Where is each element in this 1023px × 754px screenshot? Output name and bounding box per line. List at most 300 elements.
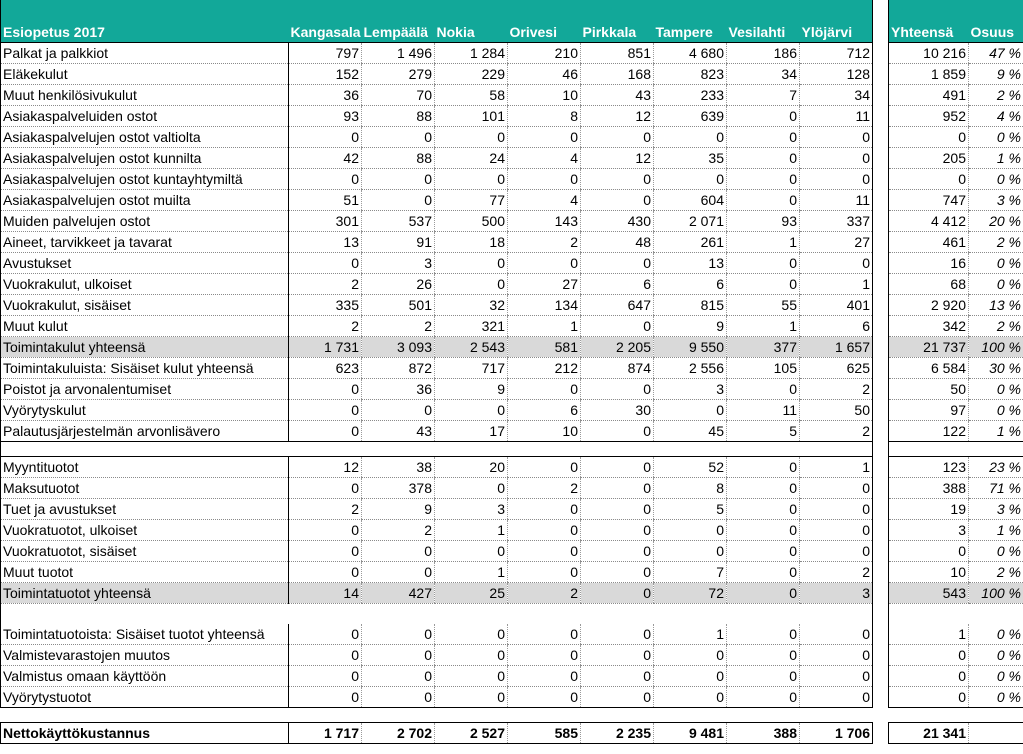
value-cell: 105 xyxy=(727,358,800,379)
value-cell: 4 680 xyxy=(654,43,727,64)
share-cell: 2 % xyxy=(969,232,1023,253)
header-row xyxy=(889,0,1023,43)
value-cell: 815 xyxy=(654,295,727,316)
value-cell: 6 xyxy=(508,400,581,421)
table-row xyxy=(889,43,1023,64)
value-cell: 321 xyxy=(435,316,508,337)
value-cell: 210 xyxy=(508,43,581,64)
value-cell: 0 xyxy=(435,687,508,708)
value-cell: 279 xyxy=(362,64,435,85)
row-label: Muut kulut xyxy=(1,316,289,337)
value-cell: 0 xyxy=(289,562,362,583)
value-cell: 0 xyxy=(289,541,362,562)
value-cell: 0 xyxy=(727,148,800,169)
share-cell: 0 % xyxy=(969,169,1023,190)
value-cell: 6 xyxy=(800,316,873,337)
value-cell: 1 496 xyxy=(362,43,435,64)
total-cell: 388 xyxy=(889,478,969,499)
row-label: Vuokratuotot, sisäiset xyxy=(1,541,289,562)
value-cell: 11 xyxy=(727,400,800,421)
value-cell: 134 xyxy=(508,295,581,316)
value-cell: 0 xyxy=(508,127,581,148)
value-cell: 0 xyxy=(435,666,508,687)
table-row xyxy=(1,274,873,295)
value-cell: 0 xyxy=(435,253,508,274)
share-cell: 1 % xyxy=(969,520,1023,541)
value-cell: 0 xyxy=(435,169,508,190)
column-header: Ylöjärvi xyxy=(800,0,873,43)
table-row xyxy=(1,127,873,148)
value-cell: 0 xyxy=(435,274,508,295)
row-label: Vyörytystuotot xyxy=(1,687,289,708)
value-cell: 0 xyxy=(435,127,508,148)
value-cell: 0 xyxy=(727,457,800,478)
column-header: Tampere xyxy=(654,0,727,43)
value-cell: 212 xyxy=(508,358,581,379)
table-row xyxy=(1,85,873,106)
total-cell: 543 xyxy=(889,583,969,604)
total-cell: 21 737 xyxy=(889,337,969,358)
column-header: Nokia xyxy=(435,0,508,43)
row-label: Muut tuotot xyxy=(1,562,289,583)
column-header: Vesilahti xyxy=(727,0,800,43)
share-cell: 0 % xyxy=(969,253,1023,274)
row-label: Toimintatuotot yhteensä xyxy=(1,583,289,604)
value-cell: 0 xyxy=(800,666,873,687)
totals-table xyxy=(888,0,1023,744)
value-cell: 20 xyxy=(435,457,508,478)
value-cell: 2 xyxy=(508,232,581,253)
value-cell: 0 xyxy=(508,499,581,520)
value-cell: 58 xyxy=(435,85,508,106)
value-cell: 2 205 xyxy=(581,337,654,358)
table-row xyxy=(1,520,873,541)
value-cell: 1 731 xyxy=(289,337,362,358)
value-cell: 647 xyxy=(581,295,654,316)
table-title: Esiopetus 2017 xyxy=(1,0,289,43)
total-cell: 2 920 xyxy=(889,295,969,316)
value-cell: 13 xyxy=(654,253,727,274)
value-cell: 0 xyxy=(800,499,873,520)
value-cell: 46 xyxy=(508,64,581,85)
value-cell: 3 093 xyxy=(362,337,435,358)
share-cell: 0 % xyxy=(969,687,1023,708)
value-cell: 2 543 xyxy=(435,337,508,358)
value-cell: 0 xyxy=(508,687,581,708)
spacer-cell xyxy=(889,442,1023,457)
value-cell: 0 xyxy=(800,687,873,708)
value-cell: 625 xyxy=(800,358,873,379)
spacer-cell xyxy=(889,708,1023,723)
row-label: Toimintakulut yhteensä xyxy=(1,337,289,358)
table-row xyxy=(889,421,1023,442)
value-cell: 0 xyxy=(654,666,727,687)
total-cell: 6 584 xyxy=(889,358,969,379)
row-label: Vuokrakulut, ulkoiset xyxy=(1,274,289,295)
value-cell: 0 xyxy=(654,541,727,562)
value-cell: 70 xyxy=(362,85,435,106)
table-row xyxy=(1,562,873,583)
value-cell: 0 xyxy=(508,169,581,190)
table-row xyxy=(889,478,1023,499)
table-row xyxy=(889,253,1023,274)
value-cell: 1 xyxy=(435,562,508,583)
total-cell: 0 xyxy=(889,645,969,666)
value-cell: 0 xyxy=(727,624,800,645)
table-row xyxy=(889,232,1023,253)
value-cell: 0 xyxy=(362,562,435,583)
value-cell: 152 xyxy=(289,64,362,85)
table-row xyxy=(889,562,1023,583)
table-row xyxy=(889,358,1023,379)
column-header: Kangasala xyxy=(289,0,362,43)
value-cell: 0 xyxy=(289,520,362,541)
value-cell: 0 xyxy=(581,169,654,190)
value-cell: 2 xyxy=(508,478,581,499)
value-cell: 0 xyxy=(581,127,654,148)
value-cell: 9 481 xyxy=(654,723,727,744)
spacer-cell xyxy=(1,442,873,457)
value-cell: 43 xyxy=(581,85,654,106)
value-cell: 0 xyxy=(362,541,435,562)
spacer-row xyxy=(889,604,1023,625)
table-row xyxy=(1,457,873,478)
total-cell: 3 xyxy=(889,520,969,541)
share-cell: 4 % xyxy=(969,106,1023,127)
share-cell: 0 % xyxy=(969,127,1023,148)
value-cell: 3 xyxy=(800,583,873,604)
value-cell: 1 xyxy=(727,316,800,337)
table-row xyxy=(889,148,1023,169)
spacer-cell xyxy=(1,604,873,625)
table-row xyxy=(1,421,873,442)
value-cell: 0 xyxy=(581,687,654,708)
total-cell: 0 xyxy=(889,541,969,562)
total-row xyxy=(1,337,873,358)
spacer-row xyxy=(889,442,1023,457)
value-cell: 0 xyxy=(654,520,727,541)
table-row xyxy=(1,624,873,645)
value-cell: 335 xyxy=(289,295,362,316)
row-label: Asiakaspalvelujen ostot kunnilta xyxy=(1,148,289,169)
value-cell: 0 xyxy=(435,624,508,645)
value-cell: 36 xyxy=(362,379,435,400)
value-cell: 8 xyxy=(654,478,727,499)
row-label: Tuet ja avustukset xyxy=(1,499,289,520)
value-cell: 0 xyxy=(800,645,873,666)
value-cell: 1 284 xyxy=(435,43,508,64)
value-cell: 11 xyxy=(800,106,873,127)
table-row xyxy=(889,64,1023,85)
table-row xyxy=(889,127,1023,148)
total-cell: 10 xyxy=(889,562,969,583)
row-label: Vyörytyskulut xyxy=(1,400,289,421)
value-cell: 0 xyxy=(435,400,508,421)
share-cell: 71 % xyxy=(969,478,1023,499)
value-cell: 17 xyxy=(435,421,508,442)
value-cell: 823 xyxy=(654,64,727,85)
share-cell: 2 % xyxy=(969,85,1023,106)
row-label: Asiakaspalveluiden ostot xyxy=(1,106,289,127)
value-cell: 1 xyxy=(800,274,873,295)
share-cell: 0 % xyxy=(969,379,1023,400)
value-cell: 0 xyxy=(435,645,508,666)
value-cell: 0 xyxy=(435,541,508,562)
value-cell: 0 xyxy=(727,499,800,520)
value-cell: 0 xyxy=(727,541,800,562)
row-label: Muut henkilösivukulut xyxy=(1,85,289,106)
value-cell: 2 071 xyxy=(654,211,727,232)
value-cell: 143 xyxy=(508,211,581,232)
total-cell: 122 xyxy=(889,421,969,442)
table-row xyxy=(889,645,1023,666)
share-cell: 47 % xyxy=(969,43,1023,64)
share-cell: 3 % xyxy=(969,190,1023,211)
net-row xyxy=(889,723,1023,744)
value-cell: 0 xyxy=(289,253,362,274)
column-header: Pirkkala xyxy=(581,0,654,43)
value-cell: 9 xyxy=(654,316,727,337)
table-row xyxy=(1,253,873,274)
total-cell: 68 xyxy=(889,274,969,295)
value-cell: 0 xyxy=(289,127,362,148)
value-cell: 48 xyxy=(581,232,654,253)
value-cell: 0 xyxy=(581,478,654,499)
share-cell: 0 % xyxy=(969,624,1023,645)
table-row xyxy=(1,400,873,421)
value-cell: 43 xyxy=(362,421,435,442)
table-row xyxy=(1,666,873,687)
table-row xyxy=(1,295,873,316)
value-cell: 13 xyxy=(289,232,362,253)
value-cell: 0 xyxy=(581,624,654,645)
value-cell: 639 xyxy=(654,106,727,127)
row-label: Eläkekulut xyxy=(1,64,289,85)
value-cell: 0 xyxy=(362,169,435,190)
value-cell: 430 xyxy=(581,211,654,232)
value-cell: 0 xyxy=(727,169,800,190)
table-row xyxy=(889,274,1023,295)
value-cell: 377 xyxy=(727,337,800,358)
value-cell: 9 xyxy=(435,379,508,400)
row-label: Valmistus omaan käyttöön xyxy=(1,666,289,687)
value-cell: 25 xyxy=(435,583,508,604)
value-cell: 500 xyxy=(435,211,508,232)
value-cell: 27 xyxy=(508,274,581,295)
share-cell: 30 % xyxy=(969,358,1023,379)
share-cell: 13 % xyxy=(969,295,1023,316)
total-cell: 491 xyxy=(889,85,969,106)
value-cell: 6 xyxy=(581,274,654,295)
table-row xyxy=(1,316,873,337)
total-cell: 21 341 xyxy=(889,723,969,744)
value-cell: 4 xyxy=(508,190,581,211)
header-row xyxy=(1,0,873,43)
value-cell: 0 xyxy=(362,624,435,645)
spacer-row xyxy=(889,708,1023,723)
table-row xyxy=(889,169,1023,190)
value-cell: 0 xyxy=(727,190,800,211)
value-cell: 0 xyxy=(581,253,654,274)
value-cell: 388 xyxy=(727,723,800,744)
value-cell: 0 xyxy=(654,127,727,148)
value-cell: 581 xyxy=(508,337,581,358)
spacer-row xyxy=(1,604,873,625)
spacer-row xyxy=(1,442,873,457)
value-cell: 1 xyxy=(800,457,873,478)
value-cell: 36 xyxy=(289,85,362,106)
share-cell: 2 % xyxy=(969,562,1023,583)
value-cell: 5 xyxy=(727,421,800,442)
value-cell: 0 xyxy=(654,687,727,708)
value-cell: 0 xyxy=(362,645,435,666)
share-cell: 1 % xyxy=(969,421,1023,442)
spacer-cell xyxy=(1,708,873,723)
value-cell: 2 xyxy=(289,499,362,520)
value-cell: 0 xyxy=(581,499,654,520)
total-cell: 1 859 xyxy=(889,64,969,85)
value-cell: 1 717 xyxy=(289,723,362,744)
value-cell: 2 xyxy=(800,562,873,583)
share-cell xyxy=(969,723,1023,744)
share-cell: 1 % xyxy=(969,148,1023,169)
total-cell: 747 xyxy=(889,190,969,211)
column-header: Lempäälä xyxy=(362,0,435,43)
value-cell: 0 xyxy=(289,645,362,666)
value-cell: 0 xyxy=(362,190,435,211)
value-cell: 501 xyxy=(362,295,435,316)
value-cell: 3 xyxy=(435,499,508,520)
value-cell: 10 xyxy=(508,85,581,106)
row-label: Maksutuotot xyxy=(1,478,289,499)
spacer-row xyxy=(1,708,873,723)
value-cell: 851 xyxy=(581,43,654,64)
value-cell: 0 xyxy=(289,169,362,190)
value-cell: 34 xyxy=(727,64,800,85)
value-cell: 0 xyxy=(362,687,435,708)
value-cell: 35 xyxy=(654,148,727,169)
table-row xyxy=(889,624,1023,645)
value-cell: 30 xyxy=(581,400,654,421)
value-cell: 261 xyxy=(654,232,727,253)
table-row xyxy=(889,499,1023,520)
row-label: Toimintatuotoista: Sisäiset tuotot yhteensä xyxy=(1,624,289,645)
table-row xyxy=(889,106,1023,127)
table-row xyxy=(889,687,1023,708)
value-cell: 0 xyxy=(800,253,873,274)
value-cell: 2 702 xyxy=(362,723,435,744)
value-cell: 72 xyxy=(654,583,727,604)
value-cell: 93 xyxy=(289,106,362,127)
table-row xyxy=(1,499,873,520)
row-label: Palautusjärjestelmän arvonlisävero xyxy=(1,421,289,442)
value-cell: 128 xyxy=(800,64,873,85)
share-cell: 20 % xyxy=(969,211,1023,232)
value-cell: 233 xyxy=(654,85,727,106)
value-cell: 2 556 xyxy=(654,358,727,379)
value-cell: 0 xyxy=(508,624,581,645)
table-row xyxy=(889,520,1023,541)
value-cell: 93 xyxy=(727,211,800,232)
table-row xyxy=(1,645,873,666)
value-cell: 1 xyxy=(435,520,508,541)
value-cell: 0 xyxy=(800,127,873,148)
value-cell: 0 xyxy=(508,457,581,478)
value-cell: 1 657 xyxy=(800,337,873,358)
total-cell: 97 xyxy=(889,400,969,421)
column-header-share: Osuus xyxy=(969,0,1023,43)
value-cell: 12 xyxy=(581,148,654,169)
value-cell: 378 xyxy=(362,478,435,499)
row-label: Muiden palvelujen ostot xyxy=(1,211,289,232)
value-cell: 50 xyxy=(800,400,873,421)
value-cell: 0 xyxy=(800,169,873,190)
value-cell: 0 xyxy=(581,457,654,478)
value-cell: 537 xyxy=(362,211,435,232)
table-row xyxy=(1,64,873,85)
value-cell: 0 xyxy=(362,666,435,687)
value-cell: 0 xyxy=(727,379,800,400)
value-cell: 51 xyxy=(289,190,362,211)
value-cell: 797 xyxy=(289,43,362,64)
table-row xyxy=(1,190,873,211)
total-cell: 0 xyxy=(889,666,969,687)
table-row xyxy=(889,316,1023,337)
value-cell: 712 xyxy=(800,43,873,64)
value-cell: 874 xyxy=(581,358,654,379)
value-cell: 0 xyxy=(727,274,800,295)
value-cell: 34 xyxy=(800,85,873,106)
total-cell: 0 xyxy=(889,127,969,148)
table-row xyxy=(1,106,873,127)
value-cell: 872 xyxy=(362,358,435,379)
value-cell: 0 xyxy=(508,645,581,666)
value-cell: 0 xyxy=(654,169,727,190)
value-cell: 12 xyxy=(581,106,654,127)
value-cell: 88 xyxy=(362,148,435,169)
table-row xyxy=(889,400,1023,421)
total-cell: 10 216 xyxy=(889,43,969,64)
table-row xyxy=(889,666,1023,687)
value-cell: 623 xyxy=(289,358,362,379)
value-cell: 337 xyxy=(800,211,873,232)
value-cell: 9 xyxy=(362,499,435,520)
total-cell: 1 xyxy=(889,624,969,645)
total-cell: 342 xyxy=(889,316,969,337)
row-label: Nettokäyttökustannus xyxy=(1,723,289,744)
table-row xyxy=(1,379,873,400)
share-cell: 9 % xyxy=(969,64,1023,85)
share-cell: 2 % xyxy=(969,316,1023,337)
value-cell: 32 xyxy=(435,295,508,316)
value-cell: 186 xyxy=(727,43,800,64)
value-cell: 52 xyxy=(654,457,727,478)
value-cell: 88 xyxy=(362,106,435,127)
value-cell: 45 xyxy=(654,421,727,442)
value-cell: 0 xyxy=(581,583,654,604)
value-cell: 0 xyxy=(289,400,362,421)
value-cell: 7 xyxy=(654,562,727,583)
table-row xyxy=(1,169,873,190)
value-cell: 0 xyxy=(289,666,362,687)
table-row xyxy=(889,457,1023,478)
total-cell: 205 xyxy=(889,148,969,169)
share-cell: 100 % xyxy=(969,337,1023,358)
value-cell: 0 xyxy=(654,645,727,666)
value-cell: 2 xyxy=(362,520,435,541)
value-cell: 24 xyxy=(435,148,508,169)
value-cell: 2 xyxy=(289,274,362,295)
